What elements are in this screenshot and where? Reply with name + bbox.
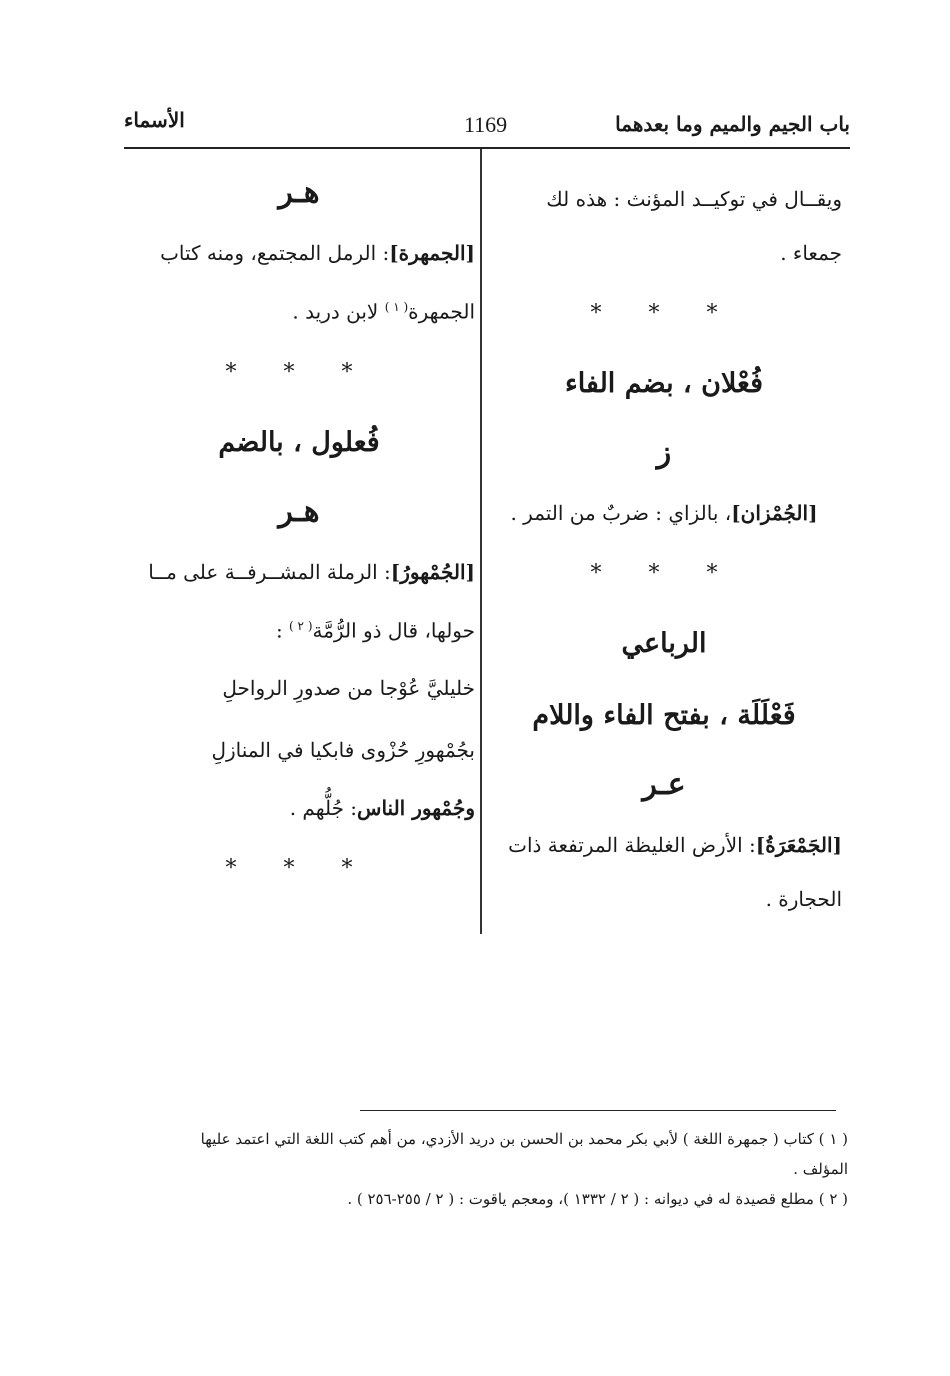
entry-jumhur [123,545,475,599]
entry-jumzan [486,486,842,540]
entry-definition: ، بالزاي : ضربٌ من التمر . [510,501,732,525]
section-separator: * * * [225,856,373,882]
root-letter: عـر [642,767,686,802]
intro-line-1: ويقــال في توكيــد المؤنث : هذه لك [546,187,842,211]
footnote-1: ( ١ ) كتاب ( جمهرة اللغة ) لأبي بكر محمد بن الحسن بن دريد الأزدي، من أهم كتب اللغة التي اعتمد عليها [200,1130,848,1148]
poem-verse-2: بجُمْهورِ حُزْوى فابكيا في المنازلِ [211,738,475,763]
section-separator: * * * [225,359,373,385]
footnote-ref: ( ١ ) [384,300,409,314]
page-header [124,108,850,148]
entry-term: [الجُمْزان] [731,501,818,525]
section-separator: * * * [590,301,738,326]
entry-term: [الجمهرة] [389,241,475,265]
root-letter: ز [656,435,672,470]
entry-text: لابن دريد . [292,299,385,324]
poem-verse-1: خليليَّ عُوْجا من صدورِ الرواحلِ [222,676,475,701]
section-heading: فُعلول ، بالضم [218,426,380,458]
entry-jamara [486,818,842,872]
section-heading: فَعْلَلَة ، بفتح الفاء واللام [532,700,796,731]
entry-term: وجُمْهور الناس [357,796,475,821]
page-number: 1169 [464,112,508,137]
entry-definition: : الرملة المشــرفــة على مــا [148,559,391,584]
root-letter: هـر [278,493,320,529]
entry-jamhara [123,226,475,280]
entry-text: الجمهرة [408,299,475,324]
entry-text: : [275,618,290,643]
entry-jamhara-cont [123,280,475,339]
section-heading: فُعْلان ، بضم الفاء [565,368,763,399]
section-heading: الرباعي [621,628,707,659]
section-title: الأسماء [124,108,185,132]
entry-term: [الجَمْعَرَةُ] [755,833,842,857]
right-column [486,160,842,926]
entry-jumhur-nas [123,781,475,835]
entry-definition: : الأرض الغليظة المرتفعة ذات [508,833,756,857]
section-separator: * * * [590,561,738,586]
footnote-1-cont: المؤلف . [793,1160,848,1178]
footnote-rule [360,1110,836,1111]
intro-line-2: جمعاء . [780,241,842,265]
column-divider [480,149,482,934]
footnote-ref: ( ٢ ) [289,618,313,633]
entry-definition: : الرمل المجتمع، ومنه كتاب [160,241,390,265]
chapter-title: باب الجيم والميم وما بعدهما [615,112,850,136]
entry-definition: : جُلُّهم . [289,796,358,821]
entry-jumhur-cont [123,599,475,658]
footnote-2: ( ٢ ) مطلع قصيدة له في ديوانه : ( ٢ / ١٣٣٢ )، ومعجم ياقوت : ( ٢ / ٢٥٥-٢٥٦ ) . [347,1190,848,1208]
entry-jamara-cont: الحجارة . [765,887,842,911]
header-rule [124,147,850,149]
root-letter: هـر [278,175,320,210]
footnotes [118,1124,848,1214]
entry-term: [الجُمْهورُ] [390,559,475,584]
entry-text: حولها، قال ذو الرُّمَّة [312,618,475,643]
left-column [123,160,475,903]
